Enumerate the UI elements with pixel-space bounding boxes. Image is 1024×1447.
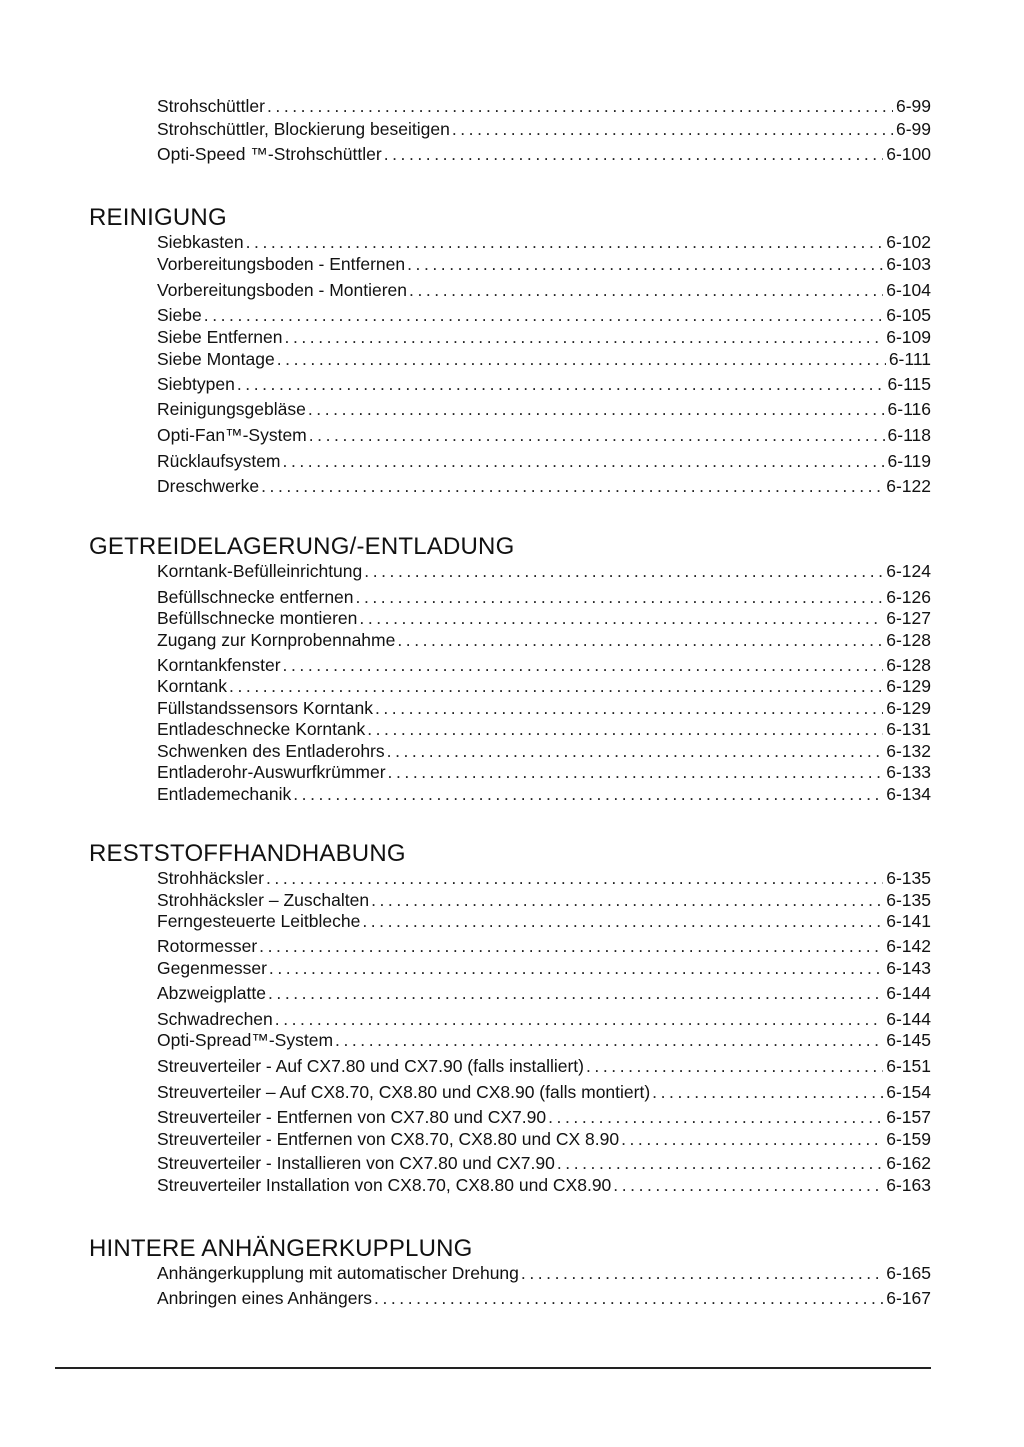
dot-leader (293, 783, 883, 805)
toc-entry-title: Siebe (157, 305, 202, 325)
dot-leader (259, 935, 883, 957)
toc-entry-anbringen-eines-anhaengers[interactable] (157, 1287, 931, 1309)
toc-entry-entladerohr-auswurfkruemmer[interactable] (157, 761, 931, 783)
toc-entry-page-number: 6-135 (886, 890, 931, 910)
toc-entry-title: Vorbereitungsboden - Montieren (157, 280, 408, 300)
toc-entry-page-number: 6-154 (886, 1082, 931, 1102)
dot-leader (387, 740, 884, 762)
toc-entry-title: Rücklaufsystem (157, 451, 281, 471)
toc-entry-title: Rotormesser (157, 936, 258, 956)
dot-leader (557, 1152, 883, 1174)
dot-leader (407, 253, 883, 275)
dot-leader (246, 231, 884, 253)
toc-entry-title: Strohhäcksler (157, 868, 264, 888)
toc-entry-page-number: 6-116 (887, 399, 931, 419)
toc-entry-page-number: 6-105 (886, 305, 931, 325)
toc-entry-page-number: 6-100 (886, 144, 931, 164)
dot-leader (397, 629, 883, 651)
toc-entry-rotormesser[interactable] (157, 935, 931, 957)
dot-leader (371, 889, 883, 911)
dot-leader (269, 957, 883, 979)
toc-entry-befuellschnecke-entfernen[interactable] (157, 586, 931, 608)
section-heading: REINIGUNG (89, 204, 227, 231)
toc-entry-title: Streuverteiler – Auf CX8.70, CX8.80 und CX8.90 (falls montiert) (157, 1082, 651, 1102)
toc-entry-page-number: 6-103 (886, 254, 931, 274)
toc-entry-vorbereitungsboden-montieren[interactable] (157, 279, 931, 301)
toc-entry-page-number: 6-129 (886, 676, 931, 696)
footer-rule (55, 1367, 931, 1369)
dot-leader (356, 586, 884, 608)
toc-entry-title: Opti-Spread™-System (157, 1030, 334, 1050)
toc-entry-title: Siebtypen (157, 374, 235, 394)
toc-entry-vorbereitungsboden-entfernen[interactable] (157, 253, 931, 275)
toc-entry-siebe-montage[interactable] (157, 348, 931, 370)
toc-entry-page-number: 6-128 (886, 630, 931, 650)
toc-entry-opti-speed-strohschuettler[interactable] (157, 143, 931, 165)
toc-entry-page-number: 6-99 (895, 96, 931, 116)
toc-entry-befuellschnecke-montieren[interactable] (157, 607, 931, 629)
toc-entry-page-number: 6-119 (887, 451, 931, 471)
toc-entry-page-number: 6-159 (886, 1129, 931, 1149)
toc-entry-siebkasten[interactable] (157, 231, 931, 253)
toc-entry-streuverteiler-installation-von-cx8-70-cx8-80-und-cx8-90[interactable] (157, 1174, 931, 1196)
toc-entry-page-number: 6-162 (886, 1153, 931, 1173)
dot-leader (267, 95, 893, 117)
toc-entry-korntank-befuelleinrichtung[interactable] (157, 560, 931, 582)
toc-entry-abzweigplatte[interactable] (157, 982, 931, 1004)
toc-entry-title: Schwadrechen (157, 1009, 273, 1029)
dot-leader (621, 1128, 883, 1150)
toc-entry-opti-fan-system[interactable] (157, 424, 931, 446)
dot-leader (283, 450, 885, 472)
toc-entry-opti-spread-system[interactable] (157, 1029, 931, 1051)
toc-entry-title: Gegenmesser (157, 958, 267, 978)
toc-entry-title: Entladeschnecke Korntank (157, 719, 366, 739)
toc-entry-page-number: 6-126 (886, 587, 931, 607)
toc-entry-title: Zugang zur Kornprobennahme (157, 630, 396, 650)
toc-entry-gegenmesser[interactable] (157, 957, 931, 979)
dot-leader (364, 560, 883, 582)
dot-leader (229, 675, 883, 697)
toc-entry-page-number: 6-104 (886, 280, 931, 300)
dot-leader (409, 279, 883, 301)
toc-entry-page-number: 6-165 (886, 1263, 931, 1283)
toc-entry-page-number: 6-163 (886, 1175, 931, 1195)
toc-entry-siebtypen[interactable] (157, 373, 931, 395)
toc-entry-page-number: 6-115 (887, 374, 931, 394)
section-heading: GETREIDELAGERUNG/-ENTLADUNG (89, 533, 515, 560)
toc-entry-ruecklaufsystem[interactable] (157, 450, 931, 472)
dot-leader (268, 982, 883, 1004)
toc-entry-reinigungsgeblaese[interactable] (157, 398, 931, 420)
toc-entry-dreschwerke[interactable] (157, 475, 931, 497)
toc-entry-page-number: 6-99 (895, 119, 931, 139)
toc-entry-page-number: 6-102 (886, 232, 931, 252)
toc-entry-streuverteiler-auf-cx8-70-cx8-80-und-cx8-90-falls-montiert[interactable] (157, 1081, 931, 1103)
toc-entry-schwadrechen[interactable] (157, 1008, 931, 1030)
toc-entry-page-number: 6-131 (886, 719, 931, 739)
toc-entry-zugang-zur-kornprobennahme[interactable] (157, 629, 931, 651)
section-heading: HINTERE ANHÄNGERKUPPLUNG (89, 1235, 473, 1262)
dot-leader (388, 761, 884, 783)
dot-leader (362, 910, 883, 932)
toc-entry-title: Schwenken des Entladerohrs (157, 741, 385, 761)
toc-entry-page-number: 6-128 (886, 655, 931, 675)
dot-leader (261, 475, 883, 497)
toc-entry-title: Befüllschnecke entfernen (157, 587, 354, 607)
toc-entry-page-number: 6-143 (886, 958, 931, 978)
toc-entry-page-number: 6-144 (886, 1009, 931, 1029)
dot-leader (452, 118, 893, 140)
dot-leader (237, 373, 885, 395)
dot-leader (375, 697, 883, 719)
toc-entry-title: Entladerohr-Auswurfkrümmer (157, 762, 386, 782)
toc-entry-title: Siebe Entfernen (157, 327, 283, 347)
toc-entry-title: Strohschüttler (157, 96, 265, 116)
toc-entry-title: Siebe Montage (157, 349, 275, 369)
toc-entry-title: Füllstandssensors Korntank (157, 698, 373, 718)
toc-entry-schwenken-des-entladerohrs[interactable] (157, 740, 931, 762)
dot-leader (613, 1174, 883, 1196)
toc-entry-strohschuettler[interactable] (157, 95, 931, 117)
toc-entry-siebe[interactable] (157, 304, 931, 326)
toc-entry-title: Strohhäcksler – Zuschalten (157, 890, 370, 910)
toc-entry-title: Abzweigplatte (157, 983, 266, 1003)
dot-leader (285, 326, 884, 348)
toc-entry-page-number: 6-144 (886, 983, 931, 1003)
toc-entry-title: Entlademechanik (157, 784, 292, 804)
toc-entry-page-number: 6-122 (886, 476, 931, 496)
toc-entry-page-number: 6-157 (886, 1107, 931, 1127)
toc-entry-page-number: 6-111 (888, 349, 931, 369)
toc-entry-page-number: 6-151 (886, 1056, 931, 1076)
dot-leader (308, 398, 885, 420)
toc-entry-entlademechanik[interactable] (157, 783, 931, 805)
toc-entry-page-number: 6-109 (886, 327, 931, 347)
toc-entry-title: Streuverteiler - Auf CX7.80 und CX7.90 (falls installiert) (157, 1056, 584, 1076)
dot-leader (283, 654, 884, 676)
toc-entry-title: Strohschüttler, Blockierung beseitigen (157, 119, 450, 139)
toc-entry-title: Streuverteiler - Entfernen von CX7.80 und CX7.90 (157, 1107, 547, 1127)
toc-entry-ferngesteuerte-leitbleche[interactable] (157, 910, 931, 932)
toc-entry-streuverteiler-entfernen-von-cx7-80-und-cx7-90[interactable] (157, 1106, 931, 1128)
toc-entry-korntank[interactable] (157, 675, 931, 697)
toc-entry-title: Streuverteiler Installation von CX8.70, CX8.80 und CX8.90 (157, 1175, 612, 1195)
dot-leader (374, 1287, 883, 1309)
dot-leader (275, 1008, 883, 1030)
toc-entry-streuverteiler-entfernen-von-cx8-70-cx8-80-und-cx-8-90[interactable] (157, 1128, 931, 1150)
toc-entry-title: Vorbereitungsboden - Entfernen (157, 254, 406, 274)
toc-entry-streuverteiler-auf-cx7-80-und-cx7-90-falls-installiert[interactable] (157, 1055, 931, 1077)
toc-entry-siebe-entfernen[interactable] (157, 326, 931, 348)
toc-entry-page-number: 6-124 (886, 561, 931, 581)
toc-entry-page-number: 6-145 (886, 1030, 931, 1050)
toc-entry-anhaengerkupplung-mit-automatischer-drehung[interactable] (157, 1262, 931, 1284)
toc-entry-title: Opti-Fan™-System (157, 425, 307, 445)
dot-leader (652, 1081, 883, 1103)
toc-entry-title: Befüllschnecke montieren (157, 608, 358, 628)
dot-leader (384, 143, 884, 165)
toc-entry-page-number: 6-127 (886, 608, 931, 628)
toc-entry-title: Korntankfenster (157, 655, 281, 675)
toc-entry-page-number: 6-142 (886, 936, 931, 956)
toc-entry-title: Anhängerkupplung mit automatischer Drehung (157, 1263, 519, 1283)
toc-entry-strohhaecksler-zuschalten[interactable] (157, 889, 931, 911)
toc-entry-title: Streuverteiler - Installieren von CX7.80 und CX7.90 (157, 1153, 555, 1173)
toc-entry-page-number: 6-118 (887, 425, 931, 445)
toc-entry-page-number: 6-141 (886, 911, 931, 931)
dot-leader (521, 1262, 883, 1284)
toc-entry-title: Anbringen eines Anhängers (157, 1288, 373, 1308)
toc-entry-streuverteiler-installieren-von-cx7-80-und-cx7-90[interactable] (157, 1152, 931, 1174)
section-heading: RESTSTOFFHANDHABUNG (89, 840, 406, 867)
toc-entry-page-number: 6-129 (886, 698, 931, 718)
dot-leader (335, 1029, 883, 1051)
dot-leader (548, 1106, 883, 1128)
toc-entry-page-number: 6-167 (886, 1288, 931, 1308)
toc-entry-page-number: 6-134 (886, 784, 931, 804)
dot-leader (266, 867, 883, 889)
dot-leader (359, 607, 883, 629)
toc-entry-title: Korntank (157, 676, 228, 696)
toc-entry-title: Streuverteiler - Entfernen von CX8.70, CX8.80 und CX 8.90 (157, 1129, 620, 1149)
dot-leader (586, 1055, 883, 1077)
toc-entry-korntankfenster[interactable] (157, 654, 931, 676)
toc-entry-title: Siebkasten (157, 232, 244, 252)
dot-leader (204, 304, 883, 326)
toc-entry-title: Korntank-Befülleinrichtung (157, 561, 363, 581)
toc-entry-page-number: 6-132 (886, 741, 931, 761)
toc-entry-entladeschnecke-korntank[interactable] (157, 718, 931, 740)
dot-leader (277, 348, 886, 370)
toc-entry-title: Opti-Speed ™-Strohschüttler (157, 144, 382, 164)
toc-entry-title: Ferngesteuerte Leitbleche (157, 911, 361, 931)
toc-entry-strohschuettler-blockierung-beseitigen[interactable] (157, 118, 931, 140)
toc-entry-page-number: 6-135 (886, 868, 931, 888)
toc-entry-fuellstandssensors-korntank[interactable] (157, 697, 931, 719)
toc-entry-page-number: 6-133 (886, 762, 931, 782)
dot-leader (309, 424, 885, 446)
toc-entry-title: Reinigungsgebläse (157, 399, 306, 419)
dot-leader (367, 718, 883, 740)
toc-entry-title: Dreschwerke (157, 476, 260, 496)
toc-entry-strohhaecksler[interactable] (157, 867, 931, 889)
